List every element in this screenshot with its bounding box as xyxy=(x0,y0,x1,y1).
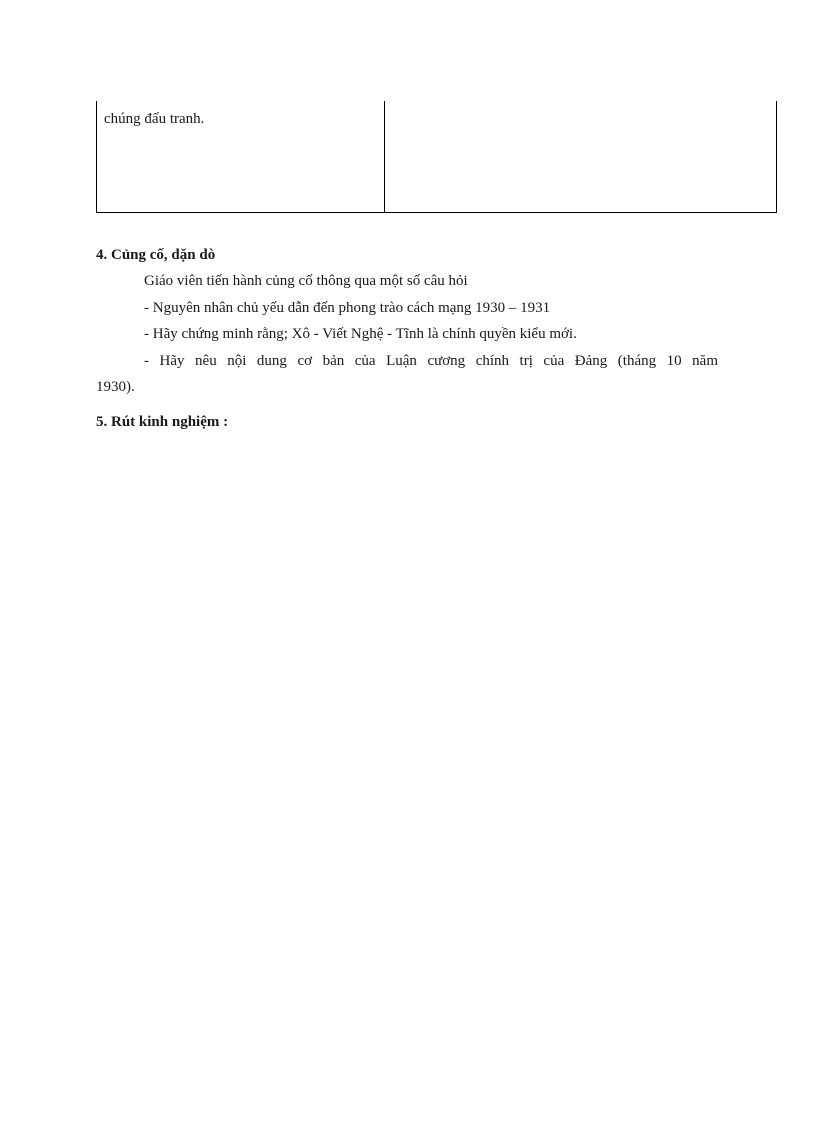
section-4-intro: Giáo viên tiến hành củng cố thông qua một số câu hỏi xyxy=(144,273,468,289)
review-question-3-continued: 1930). xyxy=(96,379,135,395)
lesson-table-fragment xyxy=(96,101,777,213)
review-question-3: - Hãy nêu nội dung cơ bản của Luận cương chính trị của Đảng (tháng 10 năm xyxy=(144,353,718,369)
review-question-2: - Hãy chứng minh rằng; Xô - Viết Nghệ - Tĩnh là chính quyền kiểu mới. xyxy=(144,326,577,342)
table-left-cell-text: chúng đấu tranh. xyxy=(104,111,205,127)
table-column-divider xyxy=(384,101,385,212)
section-4-heading: 4. Củng cố, dặn dò xyxy=(96,247,216,263)
review-question-1: - Nguyên nhân chủ yếu dẫn đến phong trào cách mạng 1930 – 1931 xyxy=(144,300,551,316)
section-5-heading: 5. Rút kinh nghiệm : xyxy=(96,414,229,430)
